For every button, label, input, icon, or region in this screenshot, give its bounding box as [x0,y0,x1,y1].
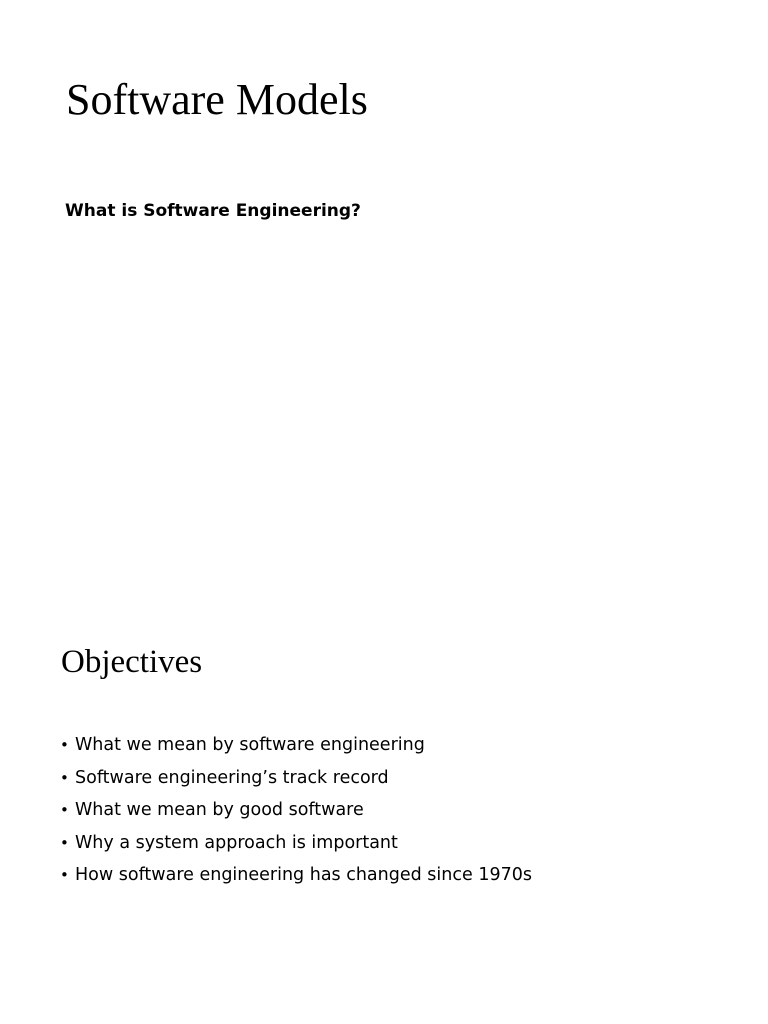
objectives-list [60,732,532,895]
list-item [60,830,532,863]
bullet-icon: • [60,833,69,852]
list-item-text: What we mean by software engineering [75,735,425,755]
list-item [60,797,532,830]
list-item-text: How software engineering has changed since 1970s [75,865,532,885]
slide-title: Software Models [66,75,368,124]
bullet-icon: • [60,866,69,884]
bullet-icon: • [60,768,69,787]
list-item-text: Why a system approach is important [75,832,398,853]
bullet-icon: • [60,736,69,754]
slide-subtitle: What is Software Engineering? [65,201,361,221]
bullet-icon: • [60,801,69,819]
objectives-title: Objectives [61,644,203,680]
list-item [60,765,532,798]
slide-objectives [0,512,768,1024]
list-item-text: Software engineering’s track record [75,767,389,788]
list-item [60,862,532,895]
list-item-text: What we mean by good software [75,800,364,820]
list-item [60,732,532,765]
